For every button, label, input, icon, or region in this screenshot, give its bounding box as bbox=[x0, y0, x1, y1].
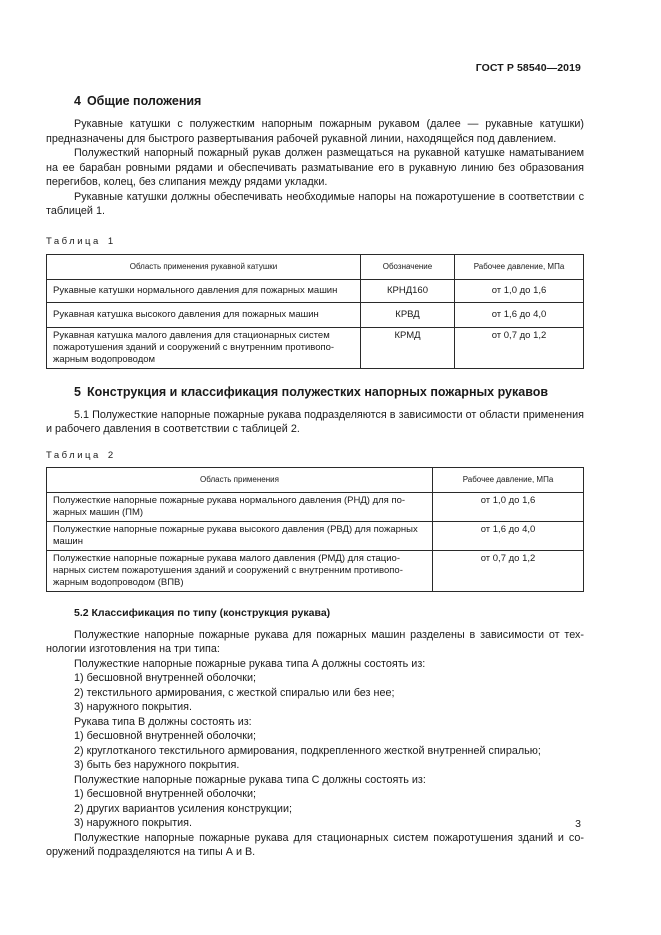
list-item: 3) наружного покрытия. bbox=[74, 817, 193, 829]
table-cell-pressure: от 1,6 до 4,0 bbox=[433, 521, 584, 550]
table-row bbox=[47, 279, 584, 302]
table-cell-area: Полужесткие напорные пожарные рукава малого давления (РМД) для стационарных систем пожаротушения зданий и сооружений с внутренним противопожарным водопроводом (ВПВ) bbox=[47, 550, 433, 591]
section-4-heading bbox=[46, 92, 584, 110]
table-cell-pressure: от 0,7 до 1,2 bbox=[433, 550, 584, 591]
list-item: Полужесткие напорные пожарные рукава типа А должны состоять из: bbox=[74, 657, 426, 670]
section-5-heading bbox=[46, 383, 584, 401]
section-4-paragraph: Рукавные катушки должны обеспечивать необходимые напоры на пожаротушение в соответствии с таблицей 1. bbox=[46, 190, 584, 217]
table-cell-area: Полужесткие напорные пожарные рукава нормального давления (РНД) для пожарных машин (ПМ) bbox=[47, 492, 433, 521]
list-item: 2) текстильного армирования, с жесткой спиралью или без нее; bbox=[74, 686, 395, 699]
table-cell-area: Полужесткие напорные пожарные рукава высокого давления (РВД) для пожарных машин bbox=[47, 521, 433, 550]
column-header: Рабочее давление, МПа bbox=[455, 254, 584, 279]
list-item: 2) круглотканого текстильного армирования, подкрепленного жесткой внутренней спиралью; bbox=[74, 744, 541, 757]
table-cell-pressure: от 0,7 до 1,2 bbox=[455, 327, 584, 368]
table-header-row bbox=[47, 467, 584, 492]
list-item: 3) наружного покрытия. bbox=[74, 701, 193, 713]
table-2-label bbox=[46, 449, 584, 463]
table-cell-code: КРНД160 bbox=[361, 279, 455, 302]
table-2-number: 2 bbox=[107, 449, 114, 461]
table-cell-code: КРВД bbox=[361, 302, 455, 327]
list-item: 2) других вариантов усиления конструкции; bbox=[74, 802, 292, 815]
table-cell-area: Рукавная катушка малого давления для стационарных систем пожаротушения зданий и сооружений с внутренним противопожарным водопроводом bbox=[47, 327, 361, 368]
page-content bbox=[46, 92, 584, 860]
list-item: 1) бесшовной внутренней оболочки; bbox=[74, 788, 257, 800]
page-number: 3 bbox=[575, 818, 581, 830]
table-cell-area: Рукавные катушки нормального давления для пожарных машин bbox=[47, 279, 361, 302]
list-item: 1) бесшовной внутренней оболочки; bbox=[74, 672, 257, 684]
column-header: Рабочее давление, МПа bbox=[433, 467, 584, 492]
section-5-2-closing: Полужесткие напорные пожарные рукава для стационарных систем пожаротушения зданий и сооружений подразделяются на типы А и В. bbox=[46, 831, 584, 858]
table-1-label-text: Таблица bbox=[46, 235, 101, 247]
table-1-number: 1 bbox=[107, 235, 114, 247]
list-item: Рукава типа В должны состоять из: bbox=[74, 715, 252, 728]
section-5-2-intro: Полужесткие напорные пожарные рукава для пожарных машин разделены в зависимости от технологии изготовления на три типа: bbox=[46, 628, 584, 655]
section-4-paragraph: Рукавные катушки с полужестким напорным пожарным рукавом (далее — рукавные катушки) предназначены для быстрого развертывания рабочей рукавной линии, находящейся под давлением. bbox=[46, 118, 584, 145]
column-header: Область применения рукавной катушки bbox=[47, 254, 361, 279]
section-5-2-body bbox=[46, 628, 584, 860]
table-cell-area: Рукавная катушка высокого давления для пожарных машин bbox=[47, 302, 361, 327]
section-4-title: Общие положения bbox=[86, 94, 202, 108]
table-cell-pressure: от 1,0 до 1,6 bbox=[455, 279, 584, 302]
table-row bbox=[47, 327, 584, 368]
section-4-paragraph: Полужесткий напорный пожарный рукав должен размещаться на рукавной катушке наматыванием на ее барабан ровными рядами и обеспечивать разматывание его в рукавную линию без образования перегибов, колец, без слипания между рядами укладки. bbox=[46, 147, 584, 188]
column-header: Обозначение bbox=[361, 254, 455, 279]
table-row bbox=[47, 550, 584, 591]
section-4-number: 4 bbox=[74, 94, 81, 108]
table-cell-pressure: от 1,0 до 1,6 bbox=[433, 492, 584, 521]
table-cell-pressure: от 1,6 до 4,0 bbox=[455, 302, 584, 327]
section-5-title: Конструкция и классификация полужестких напорных пожарных рукавов bbox=[86, 384, 549, 399]
section-5-2-heading: 5.2 Классификация по типу (конструкция рукава) bbox=[74, 606, 331, 619]
list-item: 1) бесшовной внутренней оболочки; bbox=[74, 730, 257, 742]
table-cell-code: КРМД bbox=[361, 327, 455, 368]
table-row bbox=[47, 492, 584, 521]
table-2 bbox=[46, 467, 584, 592]
table-row bbox=[47, 302, 584, 327]
column-header: Область применения bbox=[47, 467, 433, 492]
table-1-label bbox=[46, 235, 584, 249]
table-row bbox=[47, 521, 584, 550]
document-code: ГОСТ Р 58540—2019 bbox=[475, 62, 581, 74]
list-item: Полужесткие напорные пожарные рукава типа С должны состоять из: bbox=[74, 773, 426, 786]
table-1 bbox=[46, 254, 584, 369]
list-item: 3) быть без наружного покрытия. bbox=[74, 759, 240, 771]
section-4-body bbox=[46, 117, 584, 219]
table-2-label-text: Таблица bbox=[46, 449, 101, 461]
section-5-number: 5 bbox=[74, 384, 81, 399]
section-5-1-paragraph: 5.1 Полужесткие напорные пожарные рукава подразделяются в зависимости от области применения и рабочего давления в соответствии с таблицей 2. bbox=[46, 408, 584, 435]
table-header-row bbox=[47, 254, 584, 279]
